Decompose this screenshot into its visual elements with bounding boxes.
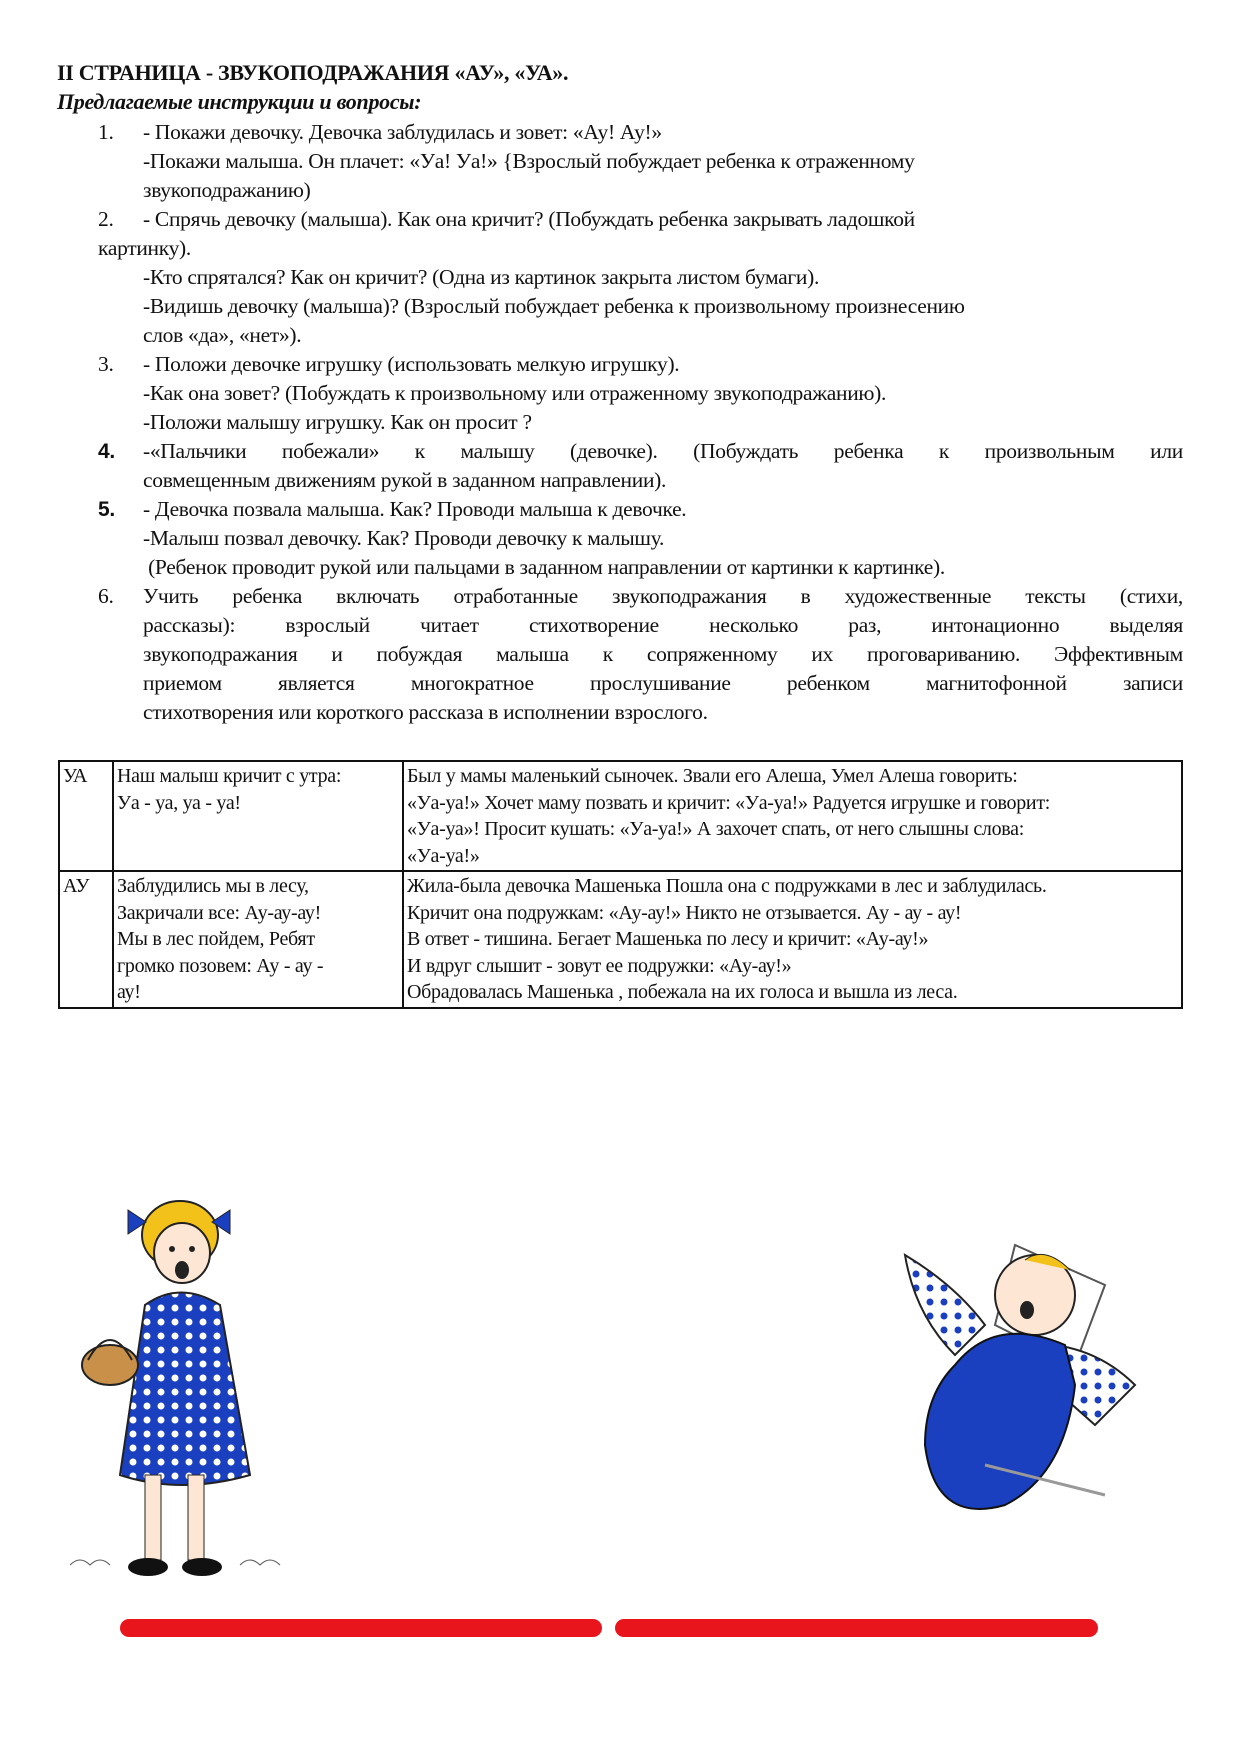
story-line: «Уа-уа!» xyxy=(407,844,480,867)
baby-illustration xyxy=(895,1225,1155,1515)
list-item-3 xyxy=(57,350,1183,437)
item-line: -Видишь девочку (малыша)? (Взрослый побуждает ребенка к произвольному произнесению xyxy=(143,294,965,318)
story-cell xyxy=(403,871,1182,1008)
item-line: - Спрячь девочку (малыша). Как она кричит? (Побуждать ребенка закрывать ладошкой xyxy=(143,207,915,231)
story-line: Кричит она подружкам: «Ау-ау!» Никто не отзывается. Ау - ау - ау! xyxy=(407,901,962,924)
item-line: приемом является многократное прослушивание ребенком магнитофонной записи xyxy=(143,671,1183,695)
row-key: УА xyxy=(59,761,113,871)
item-line: (Ребенок проводит рукой или пальцами в заданном направлении от картинки к картинке). xyxy=(143,555,945,579)
story-line: В ответ - тишина. Бегает Машенька по лесу и кричит: «Ау-ау!» xyxy=(407,928,929,950)
red-divider-left xyxy=(120,1619,602,1637)
item-line: звукоподражанию) xyxy=(143,178,311,202)
item-line: слов «да», «нет»). xyxy=(143,323,302,347)
item-line: звукоподражания и побуждая малыша к сопряженному их проговариванию. Эффективным xyxy=(143,642,1183,666)
item-line: картинку). xyxy=(98,236,191,260)
item-line: -«Пальчики побежали» к малышу (девочке). (Побуждать ребенка к произвольным или xyxy=(143,439,1183,463)
item-number: 3. xyxy=(98,352,114,376)
story-line: И вдруг слышит - зовут ее подружки: «Ау-ау!» xyxy=(407,954,792,977)
red-divider-right xyxy=(615,1619,1098,1637)
story-line: Обрадовалась Машенька , побежала на их голоса и вышла из леса. xyxy=(407,981,958,1003)
item-line: -Положи малышу игрушку. Как он просит ? xyxy=(143,410,532,434)
list-item-4 xyxy=(57,437,1183,495)
item-line: -Как она зовет? (Побуждать к произвольному или отраженному звукоподражанию). xyxy=(143,381,887,405)
instruction-list xyxy=(57,118,1183,727)
story-line: Жила-была девочка Машенька Пошла она с подружками в лес и заблудилась. xyxy=(407,875,1047,897)
girl-illustration xyxy=(70,1175,290,1595)
item-line: Учить ребенка включать отработанные звукоподражания в художественные тексты (стихи, xyxy=(143,584,1183,608)
story-cell xyxy=(403,761,1182,871)
poem-line: Закричали все: Ау-ау-ау! xyxy=(117,901,321,924)
story-line: Был у мамы маленький сыночек. Звали его Алеша, Умел Алеша говорить: xyxy=(407,765,1018,787)
poem-cell xyxy=(113,871,403,1008)
poem-line: Мы в лес пойдем, Ребят xyxy=(117,928,315,950)
list-item-1 xyxy=(57,118,1183,205)
table-row xyxy=(59,871,1182,1008)
item-line: - Девочка позвала малыша. Как? Проводи малыша к девочке. xyxy=(143,497,687,521)
item-line: -Кто спрятался? Как он кричит? (Одна из картинок закрыта листом бумаги). xyxy=(143,265,820,289)
item-line: - Покажи девочку. Девочка заблудилась и зовет: «Ау! Ау!» xyxy=(143,120,662,144)
poem-cell xyxy=(113,761,403,871)
story-line: «Уа-уа!» Хочет маму позвать и кричит: «Уа-уа!» Радуется игрушке и говорит: xyxy=(407,791,1051,814)
item-line: -Покажи малыша. Он плачет: «Уа! Уа!» {Взрослый побуждает ребенка к отраженному xyxy=(143,149,915,173)
item-number: 5. xyxy=(98,498,115,521)
rhymes-table xyxy=(58,760,1183,1009)
item-line: рассказы): взрослый читает стихотворение несколько раз, интонационно выделяя xyxy=(143,613,1183,637)
poem-line: Заблудились мы в лесу, xyxy=(117,875,309,897)
list-item-5 xyxy=(57,495,1183,582)
item-line: - Положи девочке игрушку (использовать мелкую игрушку). xyxy=(143,352,680,376)
page-subtitle: Предлагаемые инструкции и вопросы: xyxy=(57,89,422,114)
list-item-2 xyxy=(57,205,1183,350)
list-item-6 xyxy=(57,582,1183,727)
table-row xyxy=(59,761,1182,871)
item-number: 1. xyxy=(98,120,114,144)
item-number: 4. xyxy=(98,440,115,463)
item-line: -Малыш позвал девочку. Как? Проводи девочку к малышу. xyxy=(143,526,665,550)
poem-line: Уа - уа, уа - уа! xyxy=(117,791,241,814)
item-line: стихотворения или короткого рассказа в исполнении взрослого. xyxy=(143,700,708,724)
page-title: II СТРАНИЦА - ЗВУКОПОДРАЖАНИЯ «АУ», «УА». xyxy=(57,60,569,85)
item-number: 2. xyxy=(98,207,114,231)
poem-line: громко позовем: Ау - ау - xyxy=(117,954,324,977)
row-key: АУ xyxy=(59,871,113,1008)
item-line: совмещенным движениям рукой в заданном направлении). xyxy=(143,468,667,492)
story-line: «Уа-уа»! Просит кушать: «Уа-уа!» А захочет спать, от него слышны слова: xyxy=(407,818,1025,840)
item-number: 6. xyxy=(98,584,114,608)
poem-line: ау! xyxy=(117,981,141,1003)
poem-line: Наш малыш кричит с утра: xyxy=(117,765,342,787)
